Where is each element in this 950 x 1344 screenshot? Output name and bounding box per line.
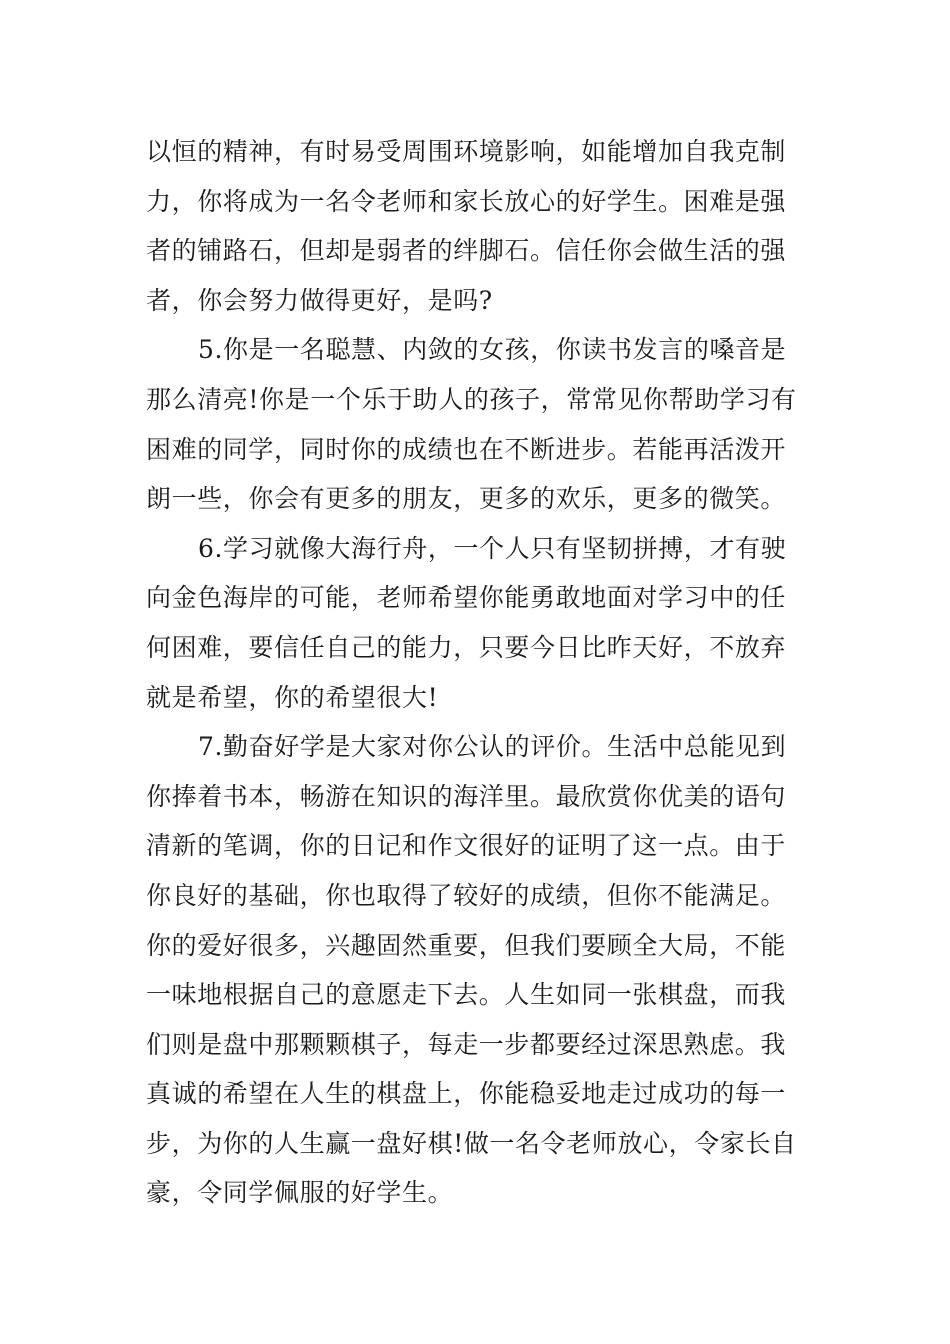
- paragraph-7-start: 7.勤奋好学是大家对你公认的评价。生活中总能见到: [198, 732, 787, 762]
- text-line: 者，你会努力做得更好，是吗?: [146, 285, 493, 315]
- text-line: 者的铺路石，但却是弱者的绊脚石。信任你会做生活的强: [146, 236, 787, 266]
- text-line: 就是希望，你的希望很大!: [146, 682, 439, 712]
- text-line: 力，你将成为一名令老师和家长放心的好学生。困难是强: [146, 186, 787, 216]
- paragraph-5-start: 5.你是一名聪慧、内敛的女孩，你读书发言的嗓音是: [198, 335, 787, 365]
- text-line: 们则是盘中那颗颗棋子，每走一步都要经过深思熟虑。我: [146, 1029, 787, 1059]
- text-line: 你的爱好很多，兴趣固然重要，但我们要顾全大局，不能: [146, 930, 787, 960]
- text-line: 朗一些，你会有更多的朋友，更多的欢乐，更多的微笑。: [146, 484, 787, 514]
- text-line: 步，为你的人生赢一盘好棋!做一名令老师放心，令家长自: [146, 1128, 797, 1158]
- text-line: 你捧着书本，畅游在知识的海洋里。最欣赏你优美的语句: [146, 781, 787, 811]
- text-line: 清新的笔调，你的日记和作文很好的证明了这一点。由于: [146, 831, 787, 861]
- text-line: 你良好的基础，你也取得了较好的成绩，但你不能满足。: [146, 880, 787, 910]
- text-line: 一味地根据自己的意愿走下去。人生如同一张棋盘，而我: [146, 980, 787, 1010]
- text-line: 向金色海岸的可能，老师希望你能勇敢地面对学习中的任: [146, 583, 787, 613]
- body-text: [146, 127, 810, 1218]
- text-line: 困难的同学，同时你的成绩也在不断进步。若能再活泼开: [146, 434, 787, 464]
- text-line: 何困难，要信任自己的能力，只要今日比昨天好，不放弃: [146, 632, 787, 662]
- text-line: 豪，令同学佩服的好学生。: [146, 1178, 454, 1208]
- text-line: 以恒的精神，有时易受周围环境影响，如能增加自我克制: [146, 137, 787, 166]
- text-line: 真诚的希望在人生的棋盘上，你能稳妥地走过成功的每一: [146, 1079, 787, 1109]
- text-line: 那么清亮!你是一个乐于助人的孩子，常常见你帮助学习有: [146, 384, 797, 414]
- paragraph-6-start: 6.学习就像大海行舟，一个人只有坚韧拼搏，才有驶: [198, 533, 787, 563]
